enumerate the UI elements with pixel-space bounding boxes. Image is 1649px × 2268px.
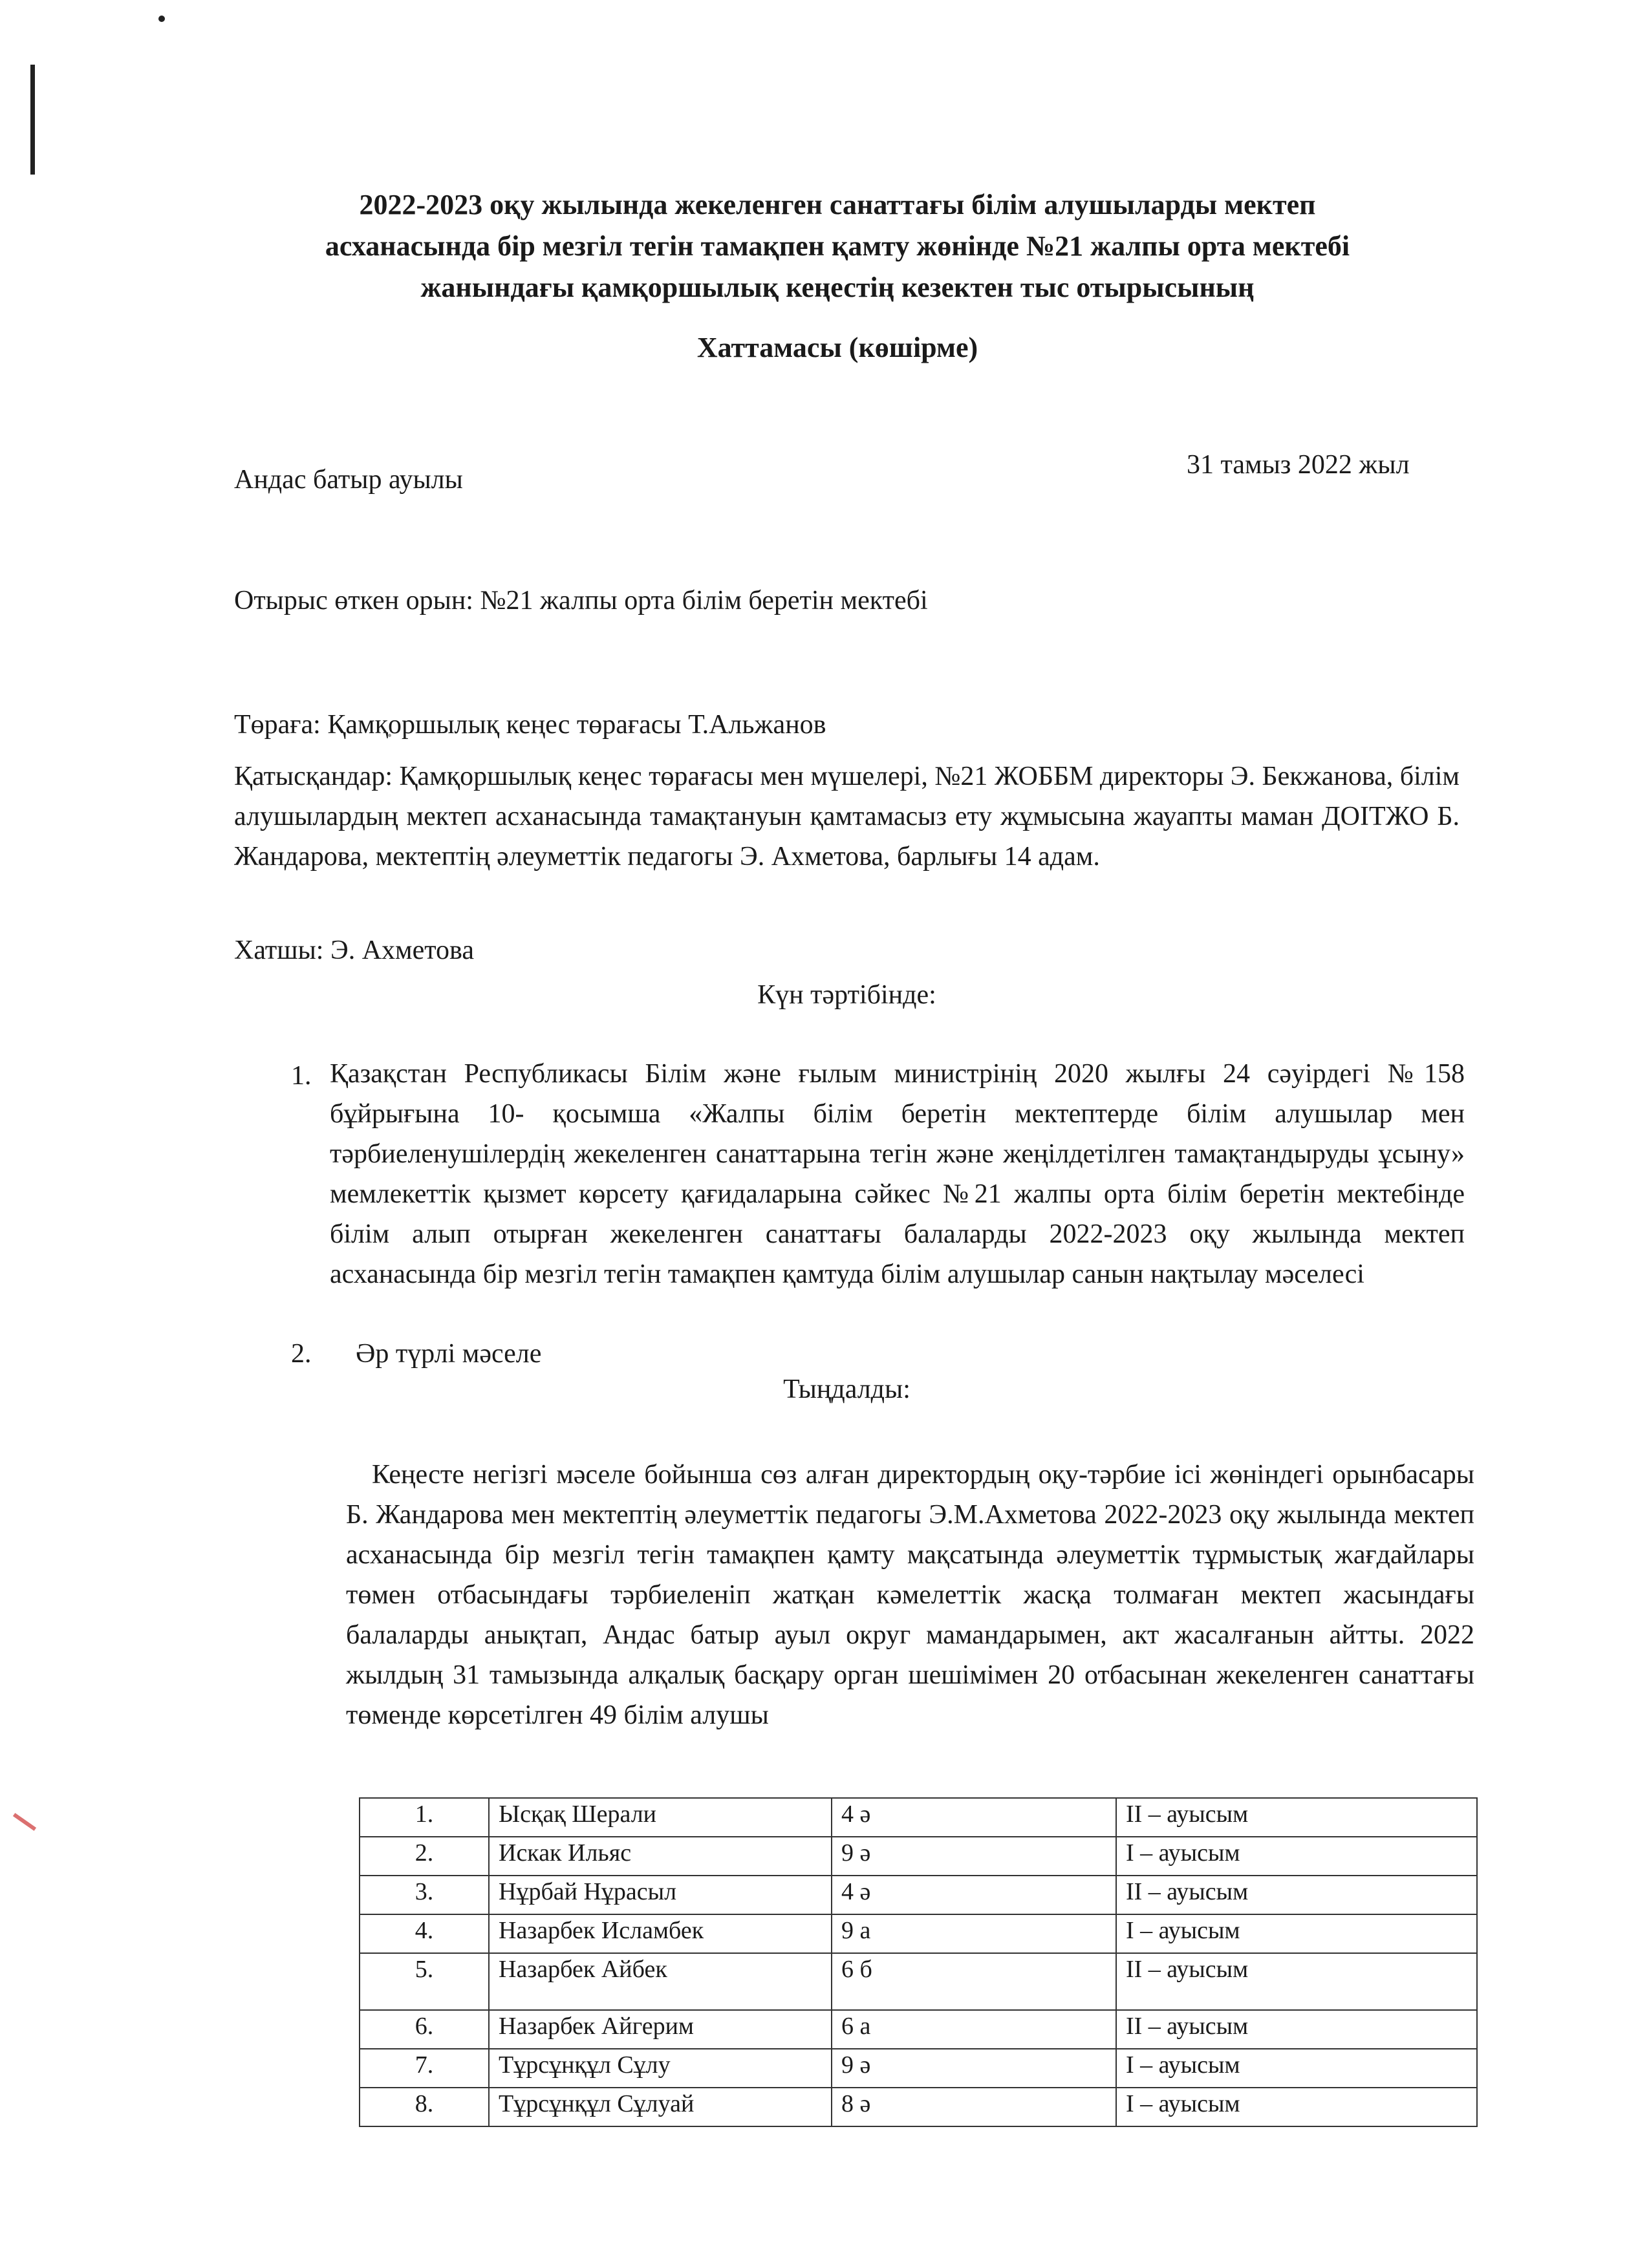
student-name: Тұрсұнқұл Сұлуай [489,2088,832,2126]
agenda-item-2: Әр түрлі мәселе [356,1339,542,1369]
secretary: Хатшы: Э. Ахметова [234,936,474,965]
students-table [359,1797,1478,2127]
student-class: 9 ә [832,2049,1116,2088]
agenda-heading: Күн тәртібінде: [757,980,936,1010]
agenda-item-2-number: 2. [291,1339,312,1369]
student-name: Назарбек Исламбек [489,1914,832,1953]
student-class: 9 ә [832,1837,1116,1876]
student-number: 8. [360,2088,489,2126]
date: 31 тамыз 2022 жыл [1187,450,1410,480]
table-row [360,1876,1477,1914]
student-number: 5. [360,1953,489,2010]
student-class: 4 ә [832,1798,1116,1837]
student-class: 8 ә [832,2088,1116,2126]
student-shift: II – ауысым [1116,1798,1477,1837]
heard-text: Кеңесте негізгі мәселе бойынша сөз алған директордың оқу-тәрбие ісі жөніндегі орынбасары Б. Жандарова мен мектептің әлеуметтік педагогы Э.М.Ахметова 2022-2023 оқу жылында мектеп асханасында бір мезгіл тегін тамақпен қамту мақсатында әлеуметтік тұрмыстық жағдайлары төмен отбасындағы тәрбиеленіп жатқан кәмелеттік жасқа толмаған мектеп жасындағы балаларды анықтап, Андас батыр ауыл округ мамандарымен, акт жасалғанын айтты. 2022 жылдың 31 тамызында алқалық басқару орган шешімімен 20 отбасынан жекеленген санаттағы төменде көрсетілген 49 білім алушы [346,1460,1474,1730]
title-line-1: 2022-2023 оқу жылында жекеленген санаттағы білім алушыларды мектеп [359,189,1316,220]
student-number: 2. [360,1837,489,1876]
student-name: Назарбек Айгерим [489,2010,832,2049]
student-number: 3. [360,1876,489,1914]
student-name: Искак Ильяс [489,1837,832,1876]
place: Андас батыр ауылы [234,465,463,495]
table-row [360,1914,1477,1953]
agenda-item-1-number: 1. [291,1061,312,1091]
student-name: Назарбек Айбек [489,1953,832,2010]
title-line-2: асханасында бір мезгіл тегін тамақпен қамту жөнінде №21 жалпы орта мектебі [325,230,1350,262]
student-shift: I – ауысым [1116,1914,1477,1953]
table-row [360,2049,1477,2088]
table-row [360,1953,1477,2010]
student-name: Нұрбай Нұрасыл [489,1876,832,1914]
table-row [360,1798,1477,1837]
student-class: 4 ә [832,1876,1116,1914]
student-shift: II – ауысым [1116,2010,1477,2049]
chair: Төраға: Қамқоршылық кеңес төрағасы Т.Альжанов [234,710,826,740]
participants: Қатысқандар: Қамқоршылық кеңес төрағасы мен мүшелері, №21 ЖОББМ директоры Э. Бекжанова, білім алушылардың мектеп асханасында тамақтануын қамтамасыз ету жұмысына жауапты маман ДОІТЖО Б. Жандарова, мектептің әлеуметтік педагогы Э. Ахметова, барлығы 14 адам. [234,762,1460,872]
student-number: 7. [360,2049,489,2088]
student-shift: I – ауысым [1116,1837,1477,1876]
student-shift: II – ауысым [1116,1876,1477,1914]
student-shift: II – ауысым [1116,1953,1477,2010]
student-number: 6. [360,2010,489,2049]
title-line-3: жанындағы қамқоршылық кеңестің кезектен тыс отырысының [420,272,1255,303]
student-class: 6 а [832,2010,1116,2049]
student-shift: I – ауысым [1116,2088,1477,2126]
student-number: 4. [360,1914,489,1953]
heard-heading: Тыңдалды: [783,1375,911,1404]
student-name: Ысқақ Шерали [489,1798,832,1837]
student-name: Тұрсұнқұл Сұлу [489,2049,832,2088]
document-title [213,184,1461,308]
scan-red-mark [13,1813,36,1831]
student-class: 9 а [832,1914,1116,1953]
document-subtitle: Хаттамасы (көшірме) [696,332,978,363]
scan-margin-bar [30,65,35,175]
table-row [360,2010,1477,2049]
table-row [360,1837,1477,1876]
student-shift: I – ауысым [1116,2049,1477,2088]
agenda-item-1: Қазақстан Республикасы Білім және ғылым министрінің 2020 жылғы 24 сәуірдегі №158 бұйрығына 10- қосымша «Жалпы білім беретін мектептерде білім алушылар мен тәрбиеленушілердің жекеленген санаттарына тегін және жеңілдетілген тамақтандыруды ұсыну» мемлекеттік қызмет көрсету қағидаларына сәйкес №21 жалпы орта білім беретін мектебінде білім алып отырған жекеленген санаттағы балаларды 2022-2023 оқу жылында мектеп асханасында бір мезгіл тегін тамақпен қамтуда білім алушылар санын нақтылау мәселесі [330,1059,1465,1289]
table-row [360,2088,1477,2126]
student-number: 1. [360,1798,489,1837]
scan-dot [158,16,165,22]
student-class: 6 б [832,1953,1116,2010]
venue: Отырыс өткен орын: №21 жалпы орта білім беретін мектебі [234,586,928,615]
